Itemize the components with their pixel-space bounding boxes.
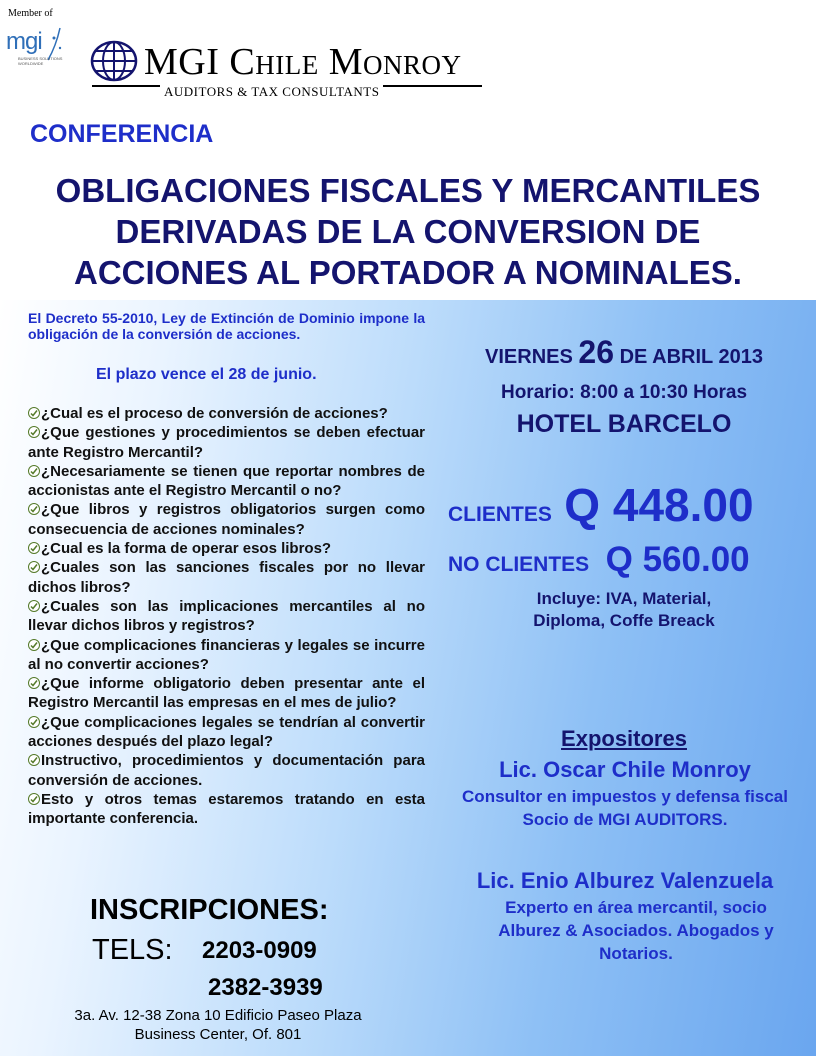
event-title bbox=[0, 170, 816, 293]
speaker-desc-line: Alburez & Asociados. Abogados y bbox=[498, 921, 774, 940]
bullet-icon bbox=[28, 600, 40, 612]
phone-number-2: 2382-3939 bbox=[208, 974, 323, 1001]
list-item-text: ¿Cuales son las sanciones fiscales por no llevar dichos libros? bbox=[28, 559, 425, 596]
speaker-2-description bbox=[446, 896, 816, 965]
mgi-logo-text: mgi bbox=[6, 28, 42, 55]
list-item-text: ¿Que libros y registros obligatorios surgen como consecuencia de acciones nominales? bbox=[28, 501, 425, 538]
bullet-icon bbox=[28, 754, 40, 766]
bullet-icon bbox=[28, 407, 40, 419]
event-title-line: OBLIGACIONES FISCALES Y MERCANTILES bbox=[55, 172, 761, 209]
brand-subtitle: AUDITORS & TAX CONSULTANTS bbox=[160, 84, 383, 100]
phones-label: TELS: bbox=[92, 934, 173, 966]
mgi-network-logo bbox=[6, 22, 66, 70]
event-title-line: DERIVADAS DE LA CONVERSION DE bbox=[115, 213, 701, 250]
list-item bbox=[28, 539, 425, 558]
date-month-year: DE ABRIL 2013 bbox=[619, 346, 763, 368]
speaker-2-name: Lic. Enio Alburez Valenzuela bbox=[476, 868, 774, 893]
bullet-icon bbox=[28, 426, 40, 438]
list-item bbox=[28, 462, 425, 501]
list-item-text: ¿Que complicaciones financieras y legales se incurre al no convertir acciones? bbox=[28, 636, 425, 673]
speaker-1-name: Lic. Oscar Chile Monroy bbox=[499, 757, 751, 782]
includes-line: Incluye: IVA, Material, bbox=[536, 589, 712, 608]
globe-icon bbox=[88, 40, 140, 82]
price-noclients bbox=[448, 540, 750, 580]
list-item-text: ¿Cuales son las implicaciones mercantiles al no llevar dichos libros y registros? bbox=[28, 597, 425, 635]
price-includes bbox=[446, 588, 802, 632]
company-logo bbox=[88, 40, 484, 102]
phone-number-1: 2203-0909 bbox=[202, 937, 317, 964]
member-of-label: Member of bbox=[8, 8, 53, 19]
speaker-desc-line: Experto en área mercantil, socio bbox=[505, 898, 767, 917]
price-clients-label: CLIENTES bbox=[448, 503, 552, 526]
speaker-desc-line: Notarios. bbox=[599, 944, 673, 963]
list-item bbox=[28, 597, 425, 636]
list-item bbox=[28, 423, 425, 462]
list-item bbox=[28, 674, 425, 713]
event-venue: HOTEL BARCELO bbox=[516, 410, 732, 438]
list-item-text: Esto y otros temas estaremos tratando en esta importante conferencia. bbox=[28, 790, 425, 828]
includes-line: Diploma, Coffe Breack bbox=[533, 611, 715, 630]
date-weekday: VIERNES bbox=[485, 346, 573, 368]
bullet-icon bbox=[28, 716, 40, 728]
bullet-icon bbox=[28, 503, 40, 515]
price-noclients-label: NO CLIENTES bbox=[448, 553, 590, 576]
list-item bbox=[28, 500, 425, 539]
event-schedule: Horario: 8:00 a 10:30 Horas bbox=[500, 382, 748, 403]
price-noclients-value: Q 560.00 bbox=[605, 540, 750, 579]
conference-label: CONFERENCIA bbox=[30, 120, 214, 148]
registration-title: INSCRIPCIONES: bbox=[90, 894, 329, 926]
event-title-line: ACCIONES AL PORTADOR A NOMINALES. bbox=[74, 254, 742, 291]
brand-name: MGI Chile Monroy bbox=[144, 41, 462, 83]
list-item-text: ¿Que complicaciones legales se tendrían al convertir acciones después del plazo legal? bbox=[28, 713, 425, 751]
date-day: 26 bbox=[578, 334, 614, 370]
list-item bbox=[28, 558, 425, 597]
speakers-title: Expositores bbox=[561, 726, 687, 751]
deadline-text: El plazo vence el 28 de junio. bbox=[96, 366, 317, 383]
speaker-desc-line: Consultor en impuestos y defensa fiscal bbox=[462, 787, 788, 806]
price-clients-value: Q 448.00 bbox=[564, 479, 754, 531]
topic-list bbox=[28, 404, 425, 829]
list-item bbox=[28, 751, 425, 790]
bullet-icon bbox=[28, 561, 40, 573]
bullet-icon bbox=[28, 542, 40, 554]
event-date bbox=[446, 334, 802, 371]
bullet-icon bbox=[28, 639, 40, 651]
address: 3a. Av. 12-38 Zona 10 Edificio Paseo Plaza Business Center, Of. 801 bbox=[74, 1007, 362, 1043]
list-item-text: ¿Que informe obligatorio deben presentar ante el Registro Mercantil las empresas en el mes de julio? bbox=[28, 675, 425, 712]
list-item bbox=[28, 404, 425, 423]
list-item bbox=[28, 790, 425, 829]
list-item-text: ¿Necesariamente se tienen que reportar nombres de accionistas ante el Registro Mercantil o no? bbox=[28, 462, 425, 500]
list-item-text: ¿Cual es el proceso de conversión de acciones? bbox=[41, 405, 388, 422]
speaker-desc-line: Socio de MGI AUDITORS. bbox=[522, 810, 728, 829]
list-item-text: ¿Cual es la forma de operar esos libros? bbox=[41, 540, 332, 558]
bullet-icon bbox=[28, 677, 40, 689]
list-item bbox=[28, 713, 425, 752]
price-clients bbox=[448, 478, 754, 532]
list-item-text: ¿Que gestiones y procedimientos se deben efectuar ante Registro Mercantil? bbox=[28, 424, 425, 461]
list-item-text: Instructivo, procedimientos y documentación para conversión de acciones. bbox=[28, 752, 425, 789]
list-item bbox=[28, 636, 425, 675]
bullet-icon bbox=[28, 465, 40, 477]
speaker-1-description bbox=[430, 785, 816, 831]
mgi-logo-tagline: BUSINESS SOLUTIONS WORLDWIDE bbox=[18, 56, 63, 66]
intro-text: El Decreto 55-2010, Ley de Extinción de Dominio impone la obligación de la conversión de acciones. bbox=[28, 310, 425, 342]
bullet-icon bbox=[28, 793, 40, 805]
